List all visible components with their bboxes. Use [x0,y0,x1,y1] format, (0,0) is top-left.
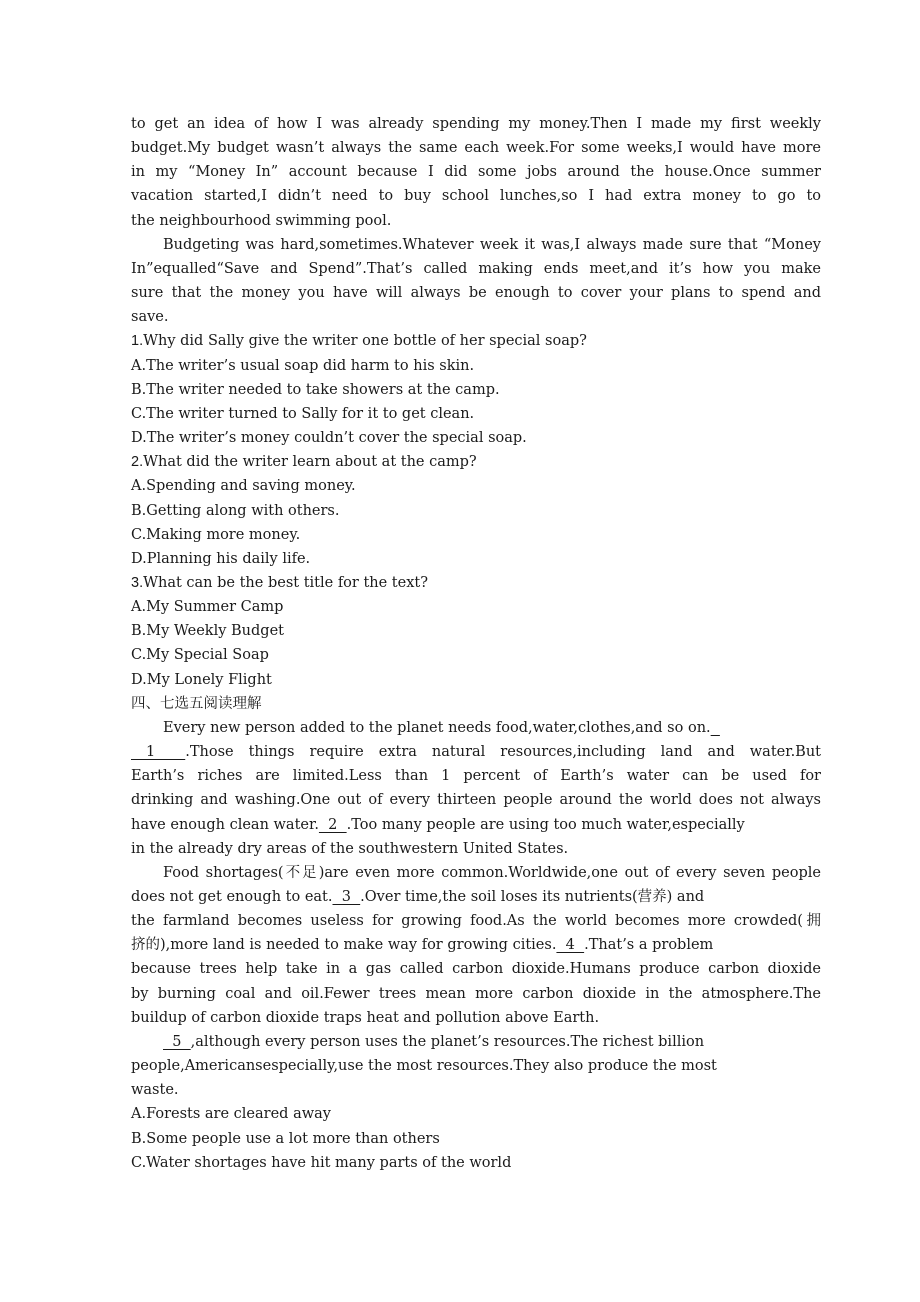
cloze-line: Earth’s riches are limited.Less than 1 percent of Earth’s water can be used for [131,768,821,785]
passage-paragraph-2 [131,233,821,330]
passage-line: sure that the money you have will always be enough to cover your plans to spend and [131,285,821,302]
cloze-line: drinking and washing.One out of every thirteen people around the world does not always [131,792,821,809]
answer-option: C.My Special Soap [131,647,269,664]
blank-1: 1 [131,744,186,761]
blank-5: 5 [163,1033,191,1050]
question-text: Why did Sally give the writer one bottle of her special soap? [143,333,587,350]
blank-1-start [711,720,720,736]
cloze-paragraph-3 [131,1030,821,1102]
cloze-option: B.Some people use a lot more than others [131,1130,440,1147]
cloze-text: 挤的),more land is needed to make way for growing cities. [131,937,557,954]
passage-line: in my “Money In” account because I did some jobs around the house.Once summer [131,164,821,181]
cloze-paragraph-2 [131,861,821,1030]
cloze-options [131,1102,821,1174]
cloze-line: by burning coal and oil.Fewer trees mean more carbon dioxide in the atmosphere.The [131,985,821,1002]
cloze-text: .Those things require extra natural resources,including land and water.But [185,744,821,761]
cloze-option: C.Water shortages have hit many parts of the world [131,1154,512,1171]
answer-option: B.Getting along with others. [131,502,340,519]
cloze-text: .Over time,the soil loses its nutrients(营养) and [360,889,705,905]
question-3 [131,571,821,692]
answer-option: C.Making more money. [131,526,301,543]
cloze-line [131,1030,821,1054]
cloze-line [131,740,821,764]
answer-option: A.The writer’s usual soap did harm to his skin. [131,357,475,374]
cloze-text: does not get enough to eat. [131,889,333,905]
cloze-line [131,885,821,909]
question-number: 3. [131,574,144,591]
passage-line: In”equalled“Save and Spend”.That’s called making ends meet,and it’s how you make [131,260,821,277]
question-stem [131,329,821,353]
cloze-line [131,933,821,957]
cloze-line: Food shortages(不足)are even more common.Worldwide,one out of every seven people [163,864,821,881]
cloze-line: because trees help take in a gas called carbon dioxide.Humans produce carbon dioxide [131,961,821,978]
cloze-line: people,Americansespecially,use the most resources.They also produce the most [131,1058,717,1075]
question-text: What did the writer learn about at the camp? [143,454,477,471]
cloze-text: ,although every person uses the planet’s resources.The richest billion [190,1033,705,1050]
answer-option: D.My Lonely Flight [131,671,272,688]
question-1 [131,329,821,450]
question-stem [131,450,821,474]
cloze-text: .Too many people are using too much water,especially [346,816,745,833]
question-number: 2. [131,454,144,471]
answer-option: A.Spending and saving money. [131,478,356,495]
question-text: What can be the best title for the text? [143,574,428,591]
answer-option: D.Planning his daily life. [131,550,311,567]
blank-3: 3 [332,889,361,905]
answer-option: D.The writer’s money couldn’t cover the special soap. [131,430,527,447]
passage-paragraph-1 [131,112,821,233]
passage-line: to get an idea of how I was already spending my money.Then I made my first weekly [131,116,821,132]
section-heading: 四、七选五阅读理解 [131,695,262,712]
answer-option: B.My Weekly Budget [131,623,284,640]
cloze-text: have enough clean water. [131,816,319,833]
cloze-line [131,813,821,837]
answer-option: B.The writer needed to take showers at the camp. [131,381,500,398]
answer-option: A.My Summer Camp [131,599,284,616]
cloze-line: buildup of carbon dioxide traps heat and pollution above Earth. [131,1009,600,1026]
cloze-line [131,716,821,740]
passage-line: the neighbourhood swimming pool. [131,212,392,229]
cloze-option: A.Forests are cleared away [131,1106,331,1123]
passage-line: Budgeting was hard,sometimes.Whatever week it was,I always made sure that “Money [163,236,821,253]
cloze-text: Every new person added to the planet needs food,water,clothes,and so on. [163,719,711,736]
blank-2: 2 [318,816,347,833]
blank-4: 4 [556,937,585,954]
cloze-line: the farmland becomes useless for growing food.As the world becomes more crowded(拥 [131,913,821,930]
question-2 [131,450,821,571]
cloze-paragraph-1 [131,716,821,861]
passage-line: save. [131,309,169,326]
question-number: 1. [131,333,144,350]
question-stem [131,571,821,595]
document-page [131,112,821,1175]
passage-line: budget.My budget wasn’t always the same each week.For some weeks,I would have more [131,140,821,157]
passage-line: vacation started,I didn’t need to buy school lunches,so I had extra money to go to [131,188,821,205]
answer-option: C.The writer turned to Sally for it to get clean. [131,405,475,422]
cloze-line: in the already dry areas of the southwestern United States. [131,840,569,857]
cloze-text: .That’s a problem [584,937,714,954]
cloze-line: waste. [131,1082,179,1099]
